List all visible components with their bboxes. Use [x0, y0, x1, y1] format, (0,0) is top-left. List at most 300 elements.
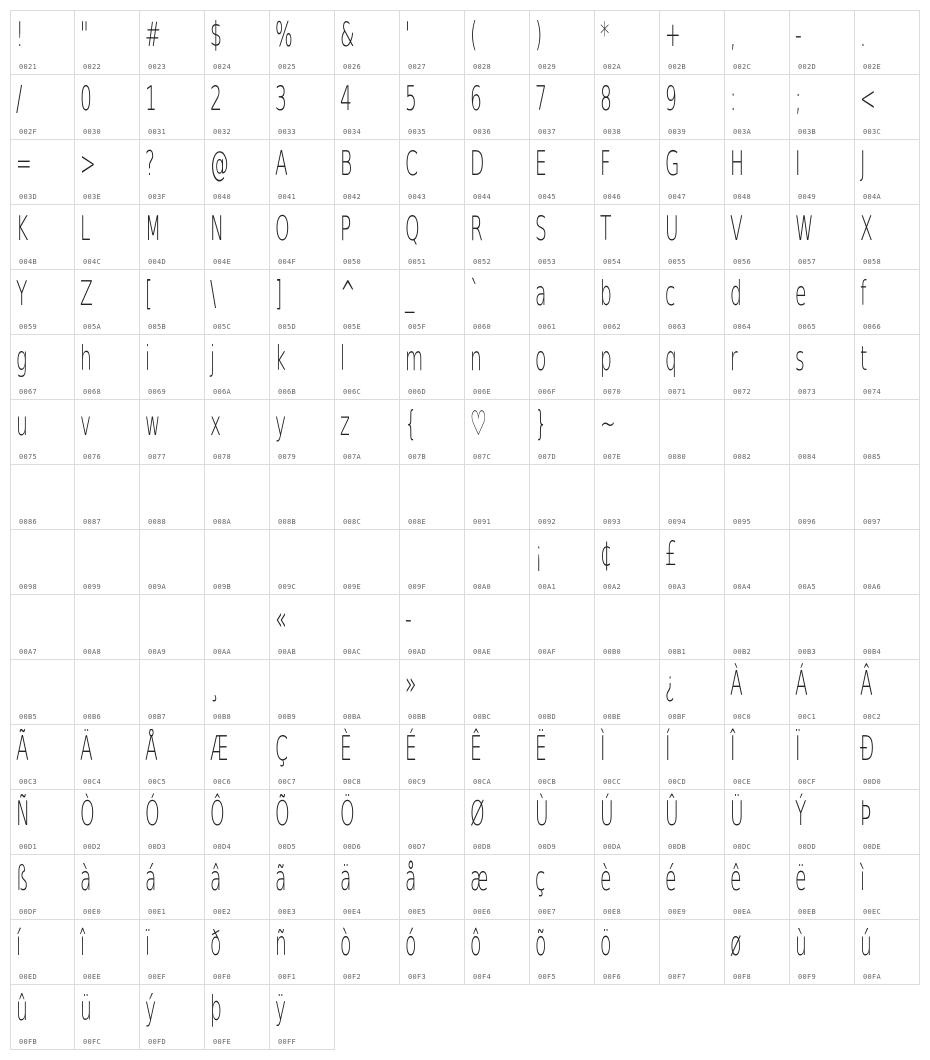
glyph-codepoint-label: 008C: [343, 518, 362, 526]
glyph-codepoint-label: 002A: [603, 63, 622, 71]
glyph-codepoint-label: 00E5: [408, 908, 427, 916]
glyph-codepoint-label: 0096: [798, 518, 817, 526]
glyph-codepoint-label: 00D2: [83, 843, 102, 851]
glyph-preview: V: [730, 209, 743, 249]
glyph-codepoint-label: 005F: [408, 323, 427, 331]
glyph-cell: [595, 270, 660, 335]
glyph-cell: [400, 140, 465, 205]
glyph-cell: [725, 400, 790, 465]
glyph-codepoint-label: 0029: [538, 63, 557, 71]
glyph-codepoint-label: 0051: [408, 258, 427, 266]
glyph-cell: [660, 725, 725, 790]
glyph-cell: [790, 205, 855, 270]
glyph-preview: ü: [80, 989, 92, 1029]
glyph-codepoint-label: 00B1: [668, 648, 687, 656]
glyph-cell: [660, 270, 725, 335]
glyph-codepoint-label: 00E0: [83, 908, 102, 916]
glyph-preview: Å: [145, 729, 158, 769]
glyph-codepoint-label: 00AC: [343, 648, 362, 656]
glyph-cell: [595, 140, 660, 205]
glyph-preview: L: [80, 209, 91, 249]
glyph-cell: [660, 75, 725, 140]
glyph-preview: ~: [600, 404, 616, 444]
glyph-codepoint-label: 0022: [83, 63, 102, 71]
glyph-preview: 7: [535, 79, 547, 119]
glyph-preview: è: [600, 859, 612, 899]
glyph-cell: [790, 335, 855, 400]
glyph-preview: o: [535, 339, 547, 379]
glyph-codepoint-label: 0088: [148, 518, 167, 526]
glyph-preview: Â: [860, 664, 873, 704]
glyph-codepoint-label: 00CB: [538, 778, 557, 786]
glyph-codepoint-label: 00D8: [473, 843, 492, 851]
glyph-preview: Ë: [535, 729, 547, 769]
glyph-preview: %: [275, 15, 293, 55]
glyph-codepoint-label: 006C: [343, 388, 362, 396]
glyph-codepoint-label: 0084: [798, 453, 817, 461]
glyph-codepoint-label: 0091: [473, 518, 492, 526]
glyph-cell: [400, 10, 465, 75]
glyph-cell: [205, 75, 270, 140]
glyph-cell: [10, 75, 75, 140]
glyph-codepoint-label: 00BD: [538, 713, 557, 721]
glyph-cell: [790, 465, 855, 530]
glyph-codepoint-label: 008A: [213, 518, 232, 526]
glyph-codepoint-label: 0041: [278, 193, 297, 201]
glyph-preview: ò: [340, 924, 352, 964]
glyph-preview: Ê: [470, 729, 482, 769]
glyph-preview: n: [470, 339, 482, 379]
glyph-cell: [465, 335, 530, 400]
glyph-preview: Ñ: [16, 794, 30, 834]
glyph-codepoint-label: 00C1: [798, 713, 817, 721]
glyph-cell: [205, 400, 270, 465]
glyph-cell: [660, 530, 725, 595]
glyph-cell: [855, 790, 920, 855]
glyph-preview: `: [470, 274, 480, 314]
glyph-codepoint-label: 00A2: [603, 583, 622, 591]
glyph-preview: Þ: [860, 794, 872, 834]
glyph-preview: f: [860, 274, 867, 314]
glyph-codepoint-label: 007E: [603, 453, 622, 461]
glyph-codepoint-label: 0039: [668, 128, 687, 136]
glyph-cell: [140, 985, 205, 1050]
glyph-codepoint-label: 00DD: [798, 843, 817, 851]
glyph-preview: ç: [535, 859, 546, 899]
glyph-codepoint-label: 00C7: [278, 778, 297, 786]
glyph-cell: [140, 920, 205, 985]
glyph-cell: [140, 790, 205, 855]
glyph-codepoint-label: 00F4: [473, 973, 492, 981]
glyph-cell: [530, 530, 595, 595]
glyph-cell: [465, 855, 530, 920]
glyph-codepoint-label: 002E: [863, 63, 882, 71]
glyph-cell: [10, 335, 75, 400]
glyph-codepoint-label: 00A3: [668, 583, 687, 591]
glyph-codepoint-label: 0044: [473, 193, 492, 201]
glyph-preview: .: [860, 15, 866, 55]
glyph-cell: [465, 75, 530, 140]
glyph-preview: z: [340, 404, 350, 444]
glyph-cell: [855, 465, 920, 530]
glyph-cell: [205, 205, 270, 270]
glyph-codepoint-label: 00D3: [148, 843, 167, 851]
glyph-preview: ö: [600, 924, 612, 964]
glyph-codepoint-label: 00FA: [863, 973, 882, 981]
glyph-preview: e: [795, 274, 807, 314]
glyph-preview: 9: [665, 79, 677, 119]
glyph-codepoint-label: 0067: [19, 388, 38, 396]
glyph-cell: [335, 530, 400, 595]
glyph-cell: [205, 725, 270, 790]
glyph-codepoint-label: 0080: [668, 453, 687, 461]
glyph-preview: ð: [210, 924, 222, 964]
glyph-cell: [75, 530, 140, 595]
glyph-cell: [855, 270, 920, 335]
glyph-cell: [140, 660, 205, 725]
glyph-codepoint-label: 0097: [863, 518, 882, 526]
glyph-cell: [10, 790, 75, 855]
glyph-cell: [790, 790, 855, 855]
glyph-codepoint-label: 00EE: [83, 973, 102, 981]
glyph-preview: Y: [16, 274, 28, 314]
glyph-cell: [595, 205, 660, 270]
glyph-cell: [725, 75, 790, 140]
glyph-cell: [465, 400, 530, 465]
glyph-preview: }: [535, 404, 547, 444]
glyph-codepoint-label: 0059: [19, 323, 38, 331]
glyph-cell: [725, 790, 790, 855]
glyph-codepoint-label: 00BF: [668, 713, 687, 721]
glyph-preview: p: [600, 339, 612, 379]
glyph-cell: [855, 335, 920, 400]
glyph-cell: [335, 75, 400, 140]
glyph-preview: ù: [795, 924, 807, 964]
glyph-codepoint-label: 00D7: [408, 843, 427, 851]
glyph-codepoint-label: 003B: [798, 128, 817, 136]
glyph-preview: Ì: [600, 729, 606, 769]
glyph-cell: [465, 205, 530, 270]
glyph-preview: þ: [210, 989, 222, 1029]
glyph-codepoint-label: 00B3: [798, 648, 817, 656]
glyph-cell: [660, 335, 725, 400]
glyph-cell: [140, 205, 205, 270]
glyph-codepoint-label: 0032: [213, 128, 232, 136]
glyph-codepoint-label: 002D: [798, 63, 817, 71]
glyph-preview: E: [535, 144, 547, 184]
glyph-cell: [725, 10, 790, 75]
glyph-preview: Ò: [80, 794, 95, 834]
glyph-preview: <: [860, 79, 876, 119]
glyph-codepoint-label: 0060: [473, 323, 492, 331]
glyph-preview: ø: [730, 924, 742, 964]
glyph-cell: [530, 10, 595, 75]
glyph-cell: [595, 335, 660, 400]
glyph-preview: ä: [340, 859, 352, 899]
glyph-codepoint-label: 00D0: [863, 778, 882, 786]
glyph-cell: [270, 920, 335, 985]
glyph-cell: [530, 465, 595, 530]
glyph-cell: [75, 985, 140, 1050]
glyph-codepoint-label: 0033: [278, 128, 297, 136]
glyph-preview: k: [275, 339, 286, 379]
glyph-preview: î: [80, 924, 86, 964]
glyph-preview: ý: [145, 989, 157, 1029]
glyph-cell: [335, 400, 400, 465]
glyph-preview: Ø: [470, 794, 485, 834]
glyph-codepoint-label: 00C4: [83, 778, 102, 786]
glyph-codepoint-label: 0045: [538, 193, 557, 201]
glyph-cell: [855, 660, 920, 725]
glyph-cell: [790, 660, 855, 725]
glyph-codepoint-label: 007A: [343, 453, 362, 461]
glyph-cell: [140, 400, 205, 465]
glyph-cell: [855, 725, 920, 790]
glyph-cell: [725, 335, 790, 400]
glyph-codepoint-label: 00C9: [408, 778, 427, 786]
glyph-preview: Æ: [210, 729, 229, 769]
glyph-codepoint-label: 009E: [343, 583, 362, 591]
glyph-preview: K: [16, 209, 29, 249]
glyph-cell: [270, 465, 335, 530]
glyph-codepoint-label: 0072: [733, 388, 752, 396]
glyph-codepoint-label: 0093: [603, 518, 622, 526]
glyph-preview: é: [665, 859, 677, 899]
glyph-cell: [855, 595, 920, 660]
glyph-codepoint-label: 0061: [538, 323, 557, 331]
glyph-cell: [10, 400, 75, 465]
glyph-codepoint-label: 0056: [733, 258, 752, 266]
glyph-preview: G: [665, 144, 680, 184]
glyph-preview: \: [210, 274, 217, 314]
glyph-cell: [10, 140, 75, 205]
glyph-cell: [400, 465, 465, 530]
glyph-cell: [400, 75, 465, 140]
glyph-preview: B: [340, 144, 353, 184]
glyph-cell: [205, 595, 270, 660]
glyph-preview: û: [16, 989, 28, 1029]
glyph-cell: [855, 140, 920, 205]
glyph-cell: [465, 920, 530, 985]
glyph-cell: [335, 270, 400, 335]
glyph-preview: 3: [275, 79, 287, 119]
glyph-codepoint-label: 006E: [473, 388, 492, 396]
glyph-codepoint-label: 002F: [19, 128, 38, 136]
glyph-cell: [140, 335, 205, 400]
glyph-cell: [10, 595, 75, 660]
glyph-codepoint-label: 00FE: [213, 1038, 232, 1046]
glyph-codepoint-label: 00E2: [213, 908, 232, 916]
glyph-cell: [400, 595, 465, 660]
glyph-codepoint-label: 004D: [148, 258, 167, 266]
glyph-preview: &: [340, 15, 355, 55]
glyph-preview: Ý: [795, 794, 807, 834]
glyph-preview: 8: [600, 79, 612, 119]
glyph-cell: [75, 790, 140, 855]
glyph-codepoint-label: 007D: [538, 453, 557, 461]
glyph-cell: [400, 400, 465, 465]
glyph-preview: Á: [795, 664, 808, 704]
glyph-preview: 6: [470, 79, 482, 119]
glyph-preview: 4: [340, 79, 352, 119]
glyph-cell: [140, 725, 205, 790]
glyph-cell: [75, 75, 140, 140]
glyph-preview: a: [535, 274, 547, 314]
glyph-codepoint-label: 00AB: [278, 648, 297, 656]
glyph-cell: [725, 660, 790, 725]
glyph-codepoint-label: 0099: [83, 583, 102, 591]
glyph-cell: [400, 920, 465, 985]
glyph-cell: [595, 530, 660, 595]
glyph-codepoint-label: 00D1: [19, 843, 38, 851]
glyph-codepoint-label: 00A4: [733, 583, 752, 591]
glyph-codepoint-label: 00D4: [213, 843, 232, 851]
glyph-preview: ã: [275, 859, 287, 899]
glyph-preview: -: [795, 15, 802, 55]
glyph-codepoint-label: 00ED: [19, 973, 38, 981]
glyph-codepoint-label: 0082: [733, 453, 752, 461]
glyph-codepoint-label: 0042: [343, 193, 362, 201]
glyph-preview: É: [405, 729, 417, 769]
glyph-cell: [465, 10, 530, 75]
glyph-cell: [10, 725, 75, 790]
glyph-preview: X: [860, 209, 873, 249]
glyph-codepoint-label: 0070: [603, 388, 622, 396]
glyph-codepoint-label: 00AD: [408, 648, 427, 656]
glyph-codepoint-label: 007C: [473, 453, 492, 461]
glyph-codepoint-label: 007B: [408, 453, 427, 461]
glyph-codepoint-label: 005A: [83, 323, 102, 331]
glyph-codepoint-label: 00BE: [603, 713, 622, 721]
glyph-codepoint-label: 00B6: [83, 713, 102, 721]
glyph-cell: [335, 790, 400, 855]
glyph-preview: Ä: [80, 729, 93, 769]
glyph-preview: ñ: [275, 924, 287, 964]
glyph-cell: [660, 790, 725, 855]
glyph-cell: [270, 10, 335, 75]
glyph-cell: [790, 595, 855, 660]
glyph-cell: [855, 530, 920, 595]
glyph-cell: [725, 140, 790, 205]
glyph-preview: P: [340, 209, 352, 249]
glyph-codepoint-label: 005C: [213, 323, 232, 331]
glyph-cell: [140, 75, 205, 140]
glyph-codepoint-label: 0057: [798, 258, 817, 266]
glyph-cell: [75, 140, 140, 205]
glyph-preview: !: [16, 15, 24, 55]
glyph-cell: [465, 790, 530, 855]
glyph-codepoint-label: 0024: [213, 63, 232, 71]
glyph-codepoint-label: 0058: [863, 258, 882, 266]
glyph-cell: [530, 270, 595, 335]
glyph-preview: g: [16, 339, 28, 379]
glyph-codepoint-label: 0074: [863, 388, 882, 396]
glyph-codepoint-label: 00C3: [19, 778, 38, 786]
glyph-codepoint-label: 002C: [733, 63, 752, 71]
glyph-cell: [270, 400, 335, 465]
glyph-preview: W: [795, 209, 814, 249]
glyph-codepoint-label: 00C6: [213, 778, 232, 786]
glyph-codepoint-label: 00BC: [473, 713, 492, 721]
glyph-cell: [595, 660, 660, 725]
glyph-preview: Ï: [795, 729, 801, 769]
glyph-preview: Û: [665, 794, 679, 834]
glyph-preview: D: [470, 144, 485, 184]
glyph-preview: Ü: [730, 794, 744, 834]
glyph-preview: ì: [860, 859, 866, 899]
glyph-codepoint-label: 00F8: [733, 973, 752, 981]
glyph-cell: [725, 530, 790, 595]
glyph-cell: [725, 725, 790, 790]
glyph-preview: y: [275, 404, 287, 444]
glyph-preview: /: [16, 79, 23, 119]
glyph-codepoint-label: 00A7: [19, 648, 38, 656]
glyph-cell: [335, 855, 400, 920]
glyph-cell: [595, 855, 660, 920]
glyph-codepoint-label: 00B2: [733, 648, 752, 656]
glyph-codepoint-label: 00F3: [408, 973, 427, 981]
glyph-cell: [660, 205, 725, 270]
glyph-codepoint-label: 00B8: [213, 713, 232, 721]
glyph-preview: #: [145, 15, 161, 55]
glyph-preview: Ú: [600, 794, 614, 834]
glyph-codepoint-label: 00A6: [863, 583, 882, 591]
glyph-codepoint-label: 0030: [83, 128, 102, 136]
glyph-codepoint-label: 0071: [668, 388, 687, 396]
glyph-codepoint-label: 0098: [19, 583, 38, 591]
glyph-cell: [205, 270, 270, 335]
glyph-codepoint-label: 00E7: [538, 908, 557, 916]
glyph-cell: [465, 725, 530, 790]
glyph-codepoint-label: 006D: [408, 388, 427, 396]
glyph-cell: [660, 400, 725, 465]
glyph-cell: [140, 10, 205, 75]
glyph-cell: [75, 855, 140, 920]
glyph-grid: [10, 10, 920, 1050]
glyph-cell: [595, 465, 660, 530]
glyph-cell: [335, 10, 400, 75]
glyph-cell: [855, 10, 920, 75]
glyph-preview: Õ: [275, 794, 290, 834]
glyph-preview: t: [860, 339, 868, 379]
glyph-codepoint-label: 0064: [733, 323, 752, 331]
glyph-preview: À: [730, 664, 743, 704]
glyph-preview: h: [80, 339, 92, 379]
glyph-codepoint-label: 0085: [863, 453, 882, 461]
glyph-preview: å: [405, 859, 417, 899]
glyph-cell: [660, 920, 725, 985]
glyph-cell: [140, 465, 205, 530]
glyph-preview: v: [80, 404, 92, 444]
glyph-cell: [465, 530, 530, 595]
glyph-codepoint-label: 003A: [733, 128, 752, 136]
glyph-preview: O: [275, 209, 290, 249]
glyph-cell: [335, 140, 400, 205]
glyph-cell: [530, 75, 595, 140]
glyph-preview: l: [340, 339, 346, 379]
glyph-codepoint-label: 00A0: [473, 583, 492, 591]
glyph-cell: [400, 855, 465, 920]
glyph-cell: [205, 855, 270, 920]
glyph-cell: [335, 660, 400, 725]
glyph-preview: x: [210, 404, 222, 444]
glyph-preview: õ: [535, 924, 547, 964]
glyph-preview: 5: [405, 79, 417, 119]
glyph-cell: [465, 270, 530, 335]
glyph-preview: N: [210, 209, 224, 249]
glyph-codepoint-label: 0053: [538, 258, 557, 266]
glyph-cell: [75, 595, 140, 660]
